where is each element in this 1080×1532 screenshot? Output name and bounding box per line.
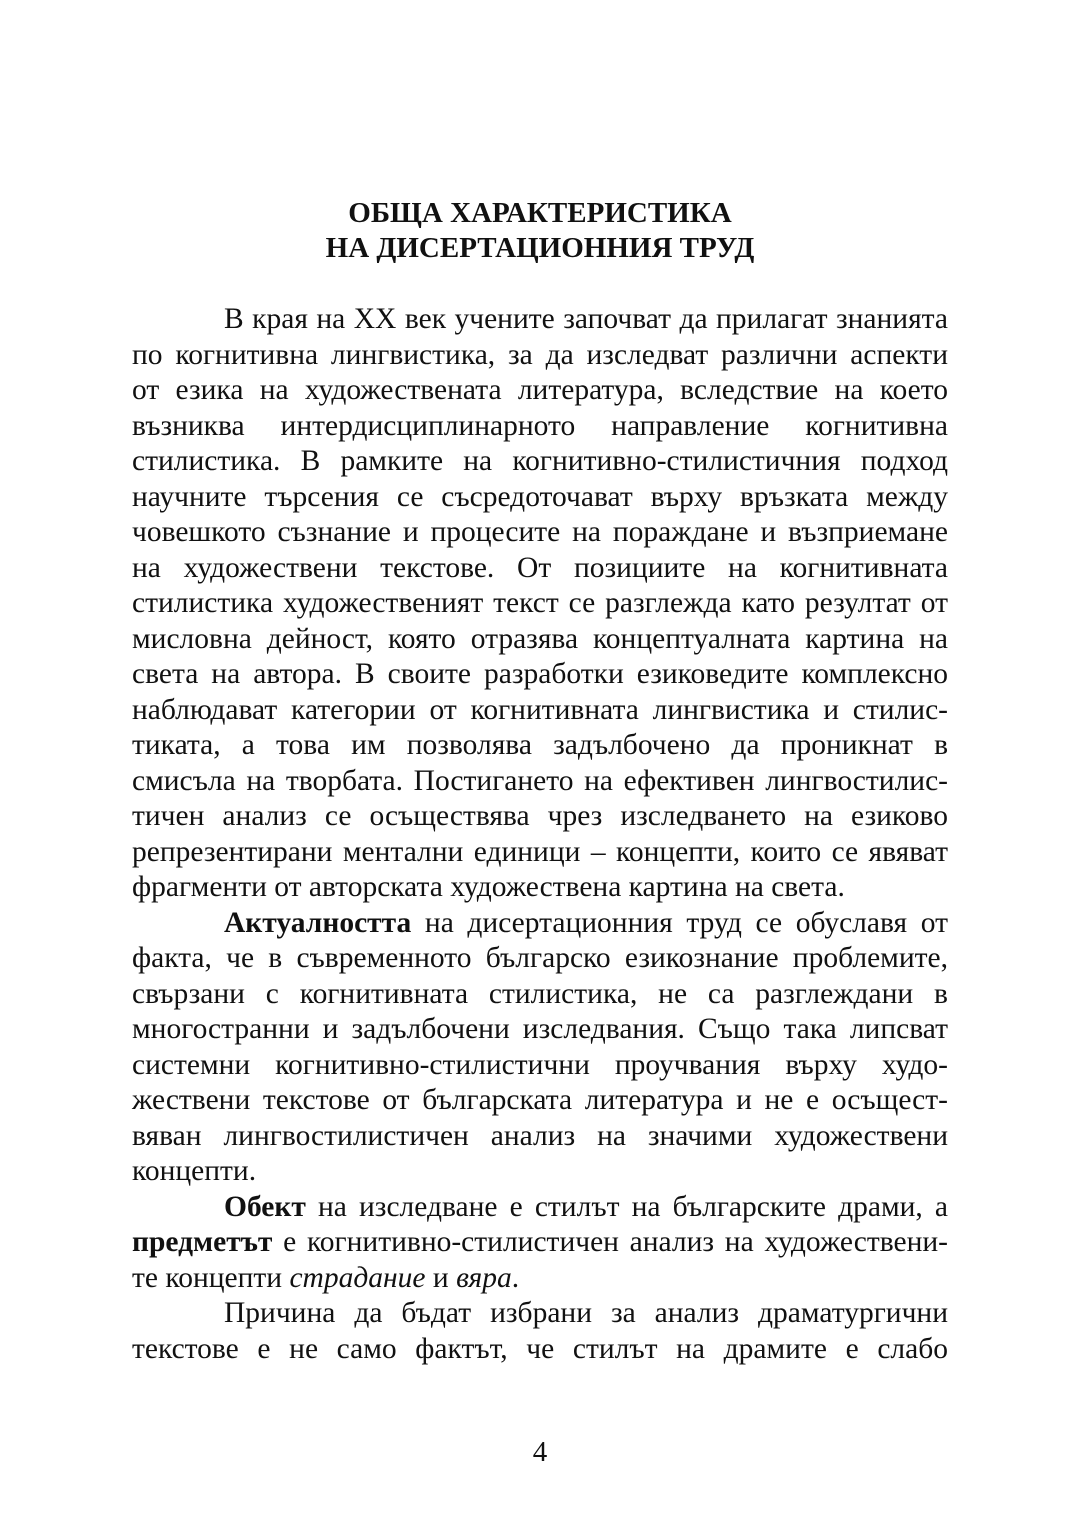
page-title [0,196,1080,266]
text-line: вяван лингвостилистичен анализ на значими художествени [132,1119,948,1152]
paragraph-object-second-line [132,1225,948,1261]
text-fragment: е когнитивно-стилистичен анализ на художествени- [272,1226,948,1258]
text-fragment: и [425,1261,457,1294]
text-line: концепти. [132,1155,257,1187]
text-line: репрезентирани ментални единици – концепти, които се явяват [132,835,948,868]
text-line: света на автора. В своите разработки езиковедите комплексно [132,658,948,690]
text-line: от езика на художествената литература, вследствие на което [132,374,948,406]
text-line: мисловна дейност, която отразява концептуалната картина на [132,622,948,655]
text-line: стилистика художественият текст се разглежда като резултат от [132,587,948,619]
text-line: човешкото съзнание и процесите на пораждане и възприемане [132,516,948,548]
text-line: Причина да бъдат избрани за анализ драматургични [224,1297,948,1329]
paragraph-object-first-line [132,1190,948,1226]
text-line: по когнитивна лингвистика, за да изследват различни аспекти [132,338,948,371]
text-line: многостранни и задълбочени изследвания. Също така липсват [132,1013,948,1045]
text-line: факта, че в съвременното българско езикознание проблемите, [132,942,948,974]
text-line: на художествени текстове. От позициите на когнитивната [132,551,948,584]
text-line: стилистика. В рамките на когнитивно-стилистичния подход [132,445,948,477]
text-line: жествени текстове от българската литература и не е осъщест- [132,1084,948,1116]
concept-faith: вяра [456,1261,512,1294]
text-line: системни когнитивно-стилистични проучвания върху худо- [132,1048,948,1081]
object-bold-term: Обект [224,1190,306,1223]
paragraph-actuality-first-line [132,906,948,942]
text-line: тиката, а това им позволява задълбочено да проникнат в [132,729,948,761]
text-fragment: . [511,1261,520,1294]
actuality-bold-term: Актуалността [224,906,412,939]
paragraph-object-third-line [132,1261,948,1297]
text-fragment: на дисертационния труд се обуславя от [411,906,948,939]
title-line-2: НА ДИСЕРТАЦИОННИЯ ТРУД [325,232,755,264]
title-line-1: ОБЩА ХАРАКТЕРИСТИКА [348,197,732,229]
text-line: В края на XX век учените започват да прилагат знанията [224,303,948,335]
text-fragment: на изследване е стилът на българските драми, а [305,1190,948,1223]
text-line: смисъла на творбата. Постигането на ефективен лингвостилис- [132,764,948,797]
subject-bold-term: предметът [132,1226,273,1258]
text-line: текстове е не само фактът, че стилът на драмите е слабо [132,1332,948,1365]
page-number: 4 [532,1436,548,1468]
text-line: тичен анализ се осъществява чрез изследването на езиково [132,800,948,832]
text-line: свързани с когнитивната стилистика, не са разглеждани в [132,977,948,1010]
text-line: възниква интердисциплинарното направление когнитивна [132,409,948,442]
text-line: фрагменти от авторската художествена картина на света. [132,871,845,903]
body-text [132,302,948,1367]
text-line: научните търсения се съсредоточават върху връзката между [132,480,948,513]
concept-suffering: страдание [289,1261,426,1294]
text-line: наблюдават категории от когнитивната лингвистика и стилис- [132,693,948,726]
text-fragment: те концепти [132,1261,290,1294]
